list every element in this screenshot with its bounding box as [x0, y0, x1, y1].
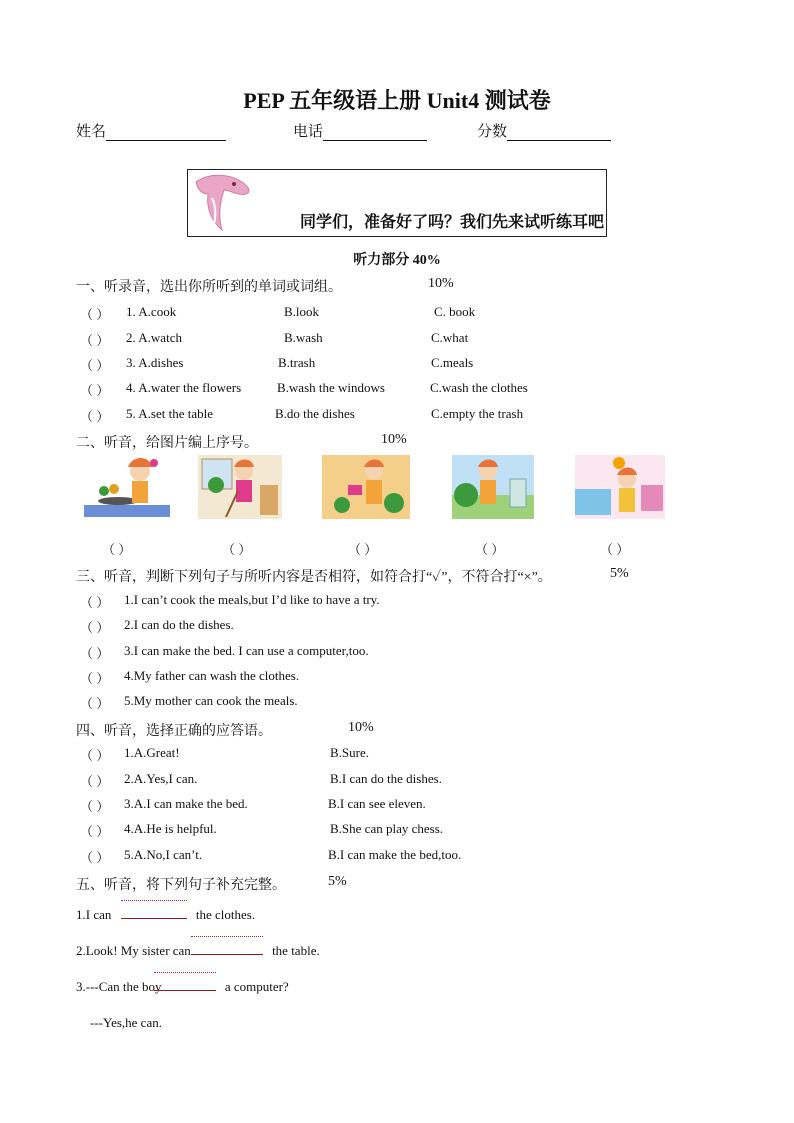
fish-icon	[190, 172, 254, 234]
answer-paren[interactable]: （ ）	[80, 646, 110, 661]
answer-paren[interactable]: （ ）	[80, 824, 110, 839]
s1-q4-a: 4. A.water the flowers	[126, 380, 242, 395]
section5-title: 五、听音，将下列句子补充完整。	[76, 878, 286, 893]
phone-blank[interactable]	[323, 126, 427, 141]
s1-q3-c: C.meals	[431, 355, 474, 370]
s3-q3: 3.I can make the bed. I can use a computer,too.	[124, 643, 369, 658]
section1-title: 一、听录音，选出你所听到的单词或词组。	[76, 280, 342, 295]
s4-q3-b: B.I can see eleven.	[328, 796, 426, 811]
s5-q2-start: 2.Look! My sister can	[76, 943, 191, 958]
section2-title: 二、听音，给图片编上序号。	[76, 436, 258, 451]
answer-paren[interactable]: （ ）	[80, 595, 110, 610]
s4-q2-a: 2.A.Yes,I can.	[124, 771, 198, 786]
s5-q3	[76, 978, 289, 995]
picture-cooking	[84, 455, 170, 519]
s5-q2-end: the table.	[272, 943, 320, 958]
phone-field[interactable]	[293, 120, 427, 141]
s5-q3-start: 3.---Can the boy	[76, 979, 162, 994]
s4-q1-a: 1.A.Great!	[124, 745, 180, 760]
s5-q2-blank[interactable]	[191, 942, 263, 955]
score-field[interactable]	[477, 120, 611, 141]
s1-q5-b: B.do the dishes	[275, 406, 355, 421]
score-blank[interactable]	[507, 126, 611, 141]
s1-q1-a: 1. A.cook	[126, 304, 177, 319]
s3-q4: 4.My father can wash the clothes.	[124, 668, 300, 683]
listening-banner	[187, 169, 607, 237]
s5-q1-end: the clothes.	[195, 907, 256, 922]
s5-q3-blank[interactable]	[154, 978, 216, 991]
listening-header: 听力部分 40%	[353, 253, 441, 268]
answer-paren[interactable]: （ ）	[80, 671, 110, 686]
answer-paren[interactable]: （ ）	[80, 409, 110, 424]
s5-q2	[76, 942, 320, 959]
section5-score: 5%	[328, 874, 347, 889]
picture-trash	[452, 455, 534, 519]
picture-watering	[322, 455, 410, 519]
picture1-paren[interactable]: （ ）	[102, 542, 132, 557]
phone-label: 电话	[293, 124, 324, 140]
section3-score: 5%	[610, 566, 629, 581]
picture3-paren[interactable]: （ ）	[348, 542, 378, 557]
s1-q5-c: C.empty the trash	[431, 406, 524, 421]
s1-q2-a: 2. A.watch	[126, 330, 182, 345]
answer-paren[interactable]: （ ）	[80, 850, 110, 865]
picture2-paren[interactable]: （ ）	[222, 542, 252, 557]
s3-q1: 1.I can’t cook the meals,but I’d like to have a try.	[124, 592, 380, 607]
s5-q3-end: a computer?	[224, 979, 289, 994]
score-label: 分数	[477, 124, 508, 140]
name-blank[interactable]	[106, 126, 226, 141]
s4-q4-b: B.She can play chess.	[330, 821, 444, 836]
s4-q2-b: B.I can do the dishes.	[330, 771, 442, 786]
name-field[interactable]	[76, 120, 226, 141]
answer-paren[interactable]: （ ）	[80, 799, 110, 814]
s1-q2-c: C.what	[431, 330, 469, 345]
s5-q1-start: 1.I can	[76, 907, 112, 922]
s1-q1-c: C. book	[434, 304, 476, 319]
section4-title: 四、听音，选择正确的应答语。	[76, 724, 272, 739]
s4-q4-a: 4.A.He is helpful.	[124, 821, 217, 836]
s1-q4-c: C.wash the clothes	[430, 380, 528, 395]
answer-paren[interactable]: （ ）	[80, 748, 110, 763]
s1-q3-a: 3. A.dishes	[126, 355, 184, 370]
picture4-paren[interactable]: （ ）	[475, 542, 505, 557]
answer-paren[interactable]: （ ）	[80, 358, 110, 373]
s3-q2: 2.I can do the dishes.	[124, 617, 234, 632]
s1-q5-a: 5. A.set the table	[126, 406, 214, 421]
s5-q1-blank[interactable]	[121, 906, 187, 919]
name-label: 姓名	[76, 124, 107, 140]
s4-q5-a: 5.A.No,I can’t.	[124, 847, 203, 862]
picture5-paren[interactable]: （ ）	[600, 542, 630, 557]
section3-title: 三、听音，判断下列句子与所听内容是否相符，如符合打“✓”，不符合打“×”。	[76, 570, 552, 585]
s1-q3-b: B.trash	[278, 355, 316, 370]
page-title: PEP 五年级语上册 Unit4 测试卷	[243, 88, 551, 113]
s5-q3-answer: ---Yes,he can.	[90, 1015, 162, 1030]
section1-score: 10%	[428, 276, 454, 291]
banner-text: 同学们，准备好了吗？我们先来试听练耳吧	[299, 214, 604, 231]
answer-paren[interactable]: （ ）	[80, 307, 110, 322]
section2-score: 10%	[381, 432, 407, 447]
s1-q1-b: B.look	[284, 304, 320, 319]
picture-bed	[575, 455, 665, 519]
s1-q2-b: B.wash	[284, 330, 323, 345]
picture-sweeping	[198, 455, 282, 519]
s4-q3-a: 3.A.I can make the bed.	[124, 796, 248, 811]
s1-q4-b: B.wash the windows	[277, 380, 385, 395]
s5-q1	[76, 906, 255, 923]
s4-q5-b: B.I can make the bed,too.	[328, 847, 462, 862]
s4-q1-b: B.Sure.	[330, 745, 369, 760]
answer-paren[interactable]: （ ）	[80, 774, 110, 789]
section4-score: 10%	[348, 720, 374, 735]
answer-paren[interactable]: （ ）	[80, 383, 110, 398]
answer-paren[interactable]: （ ）	[80, 696, 110, 711]
answer-paren[interactable]: （ ）	[80, 333, 110, 348]
answer-paren[interactable]: （ ）	[80, 620, 110, 635]
s3-q5: 5.My mother can cook the meals.	[124, 693, 298, 708]
